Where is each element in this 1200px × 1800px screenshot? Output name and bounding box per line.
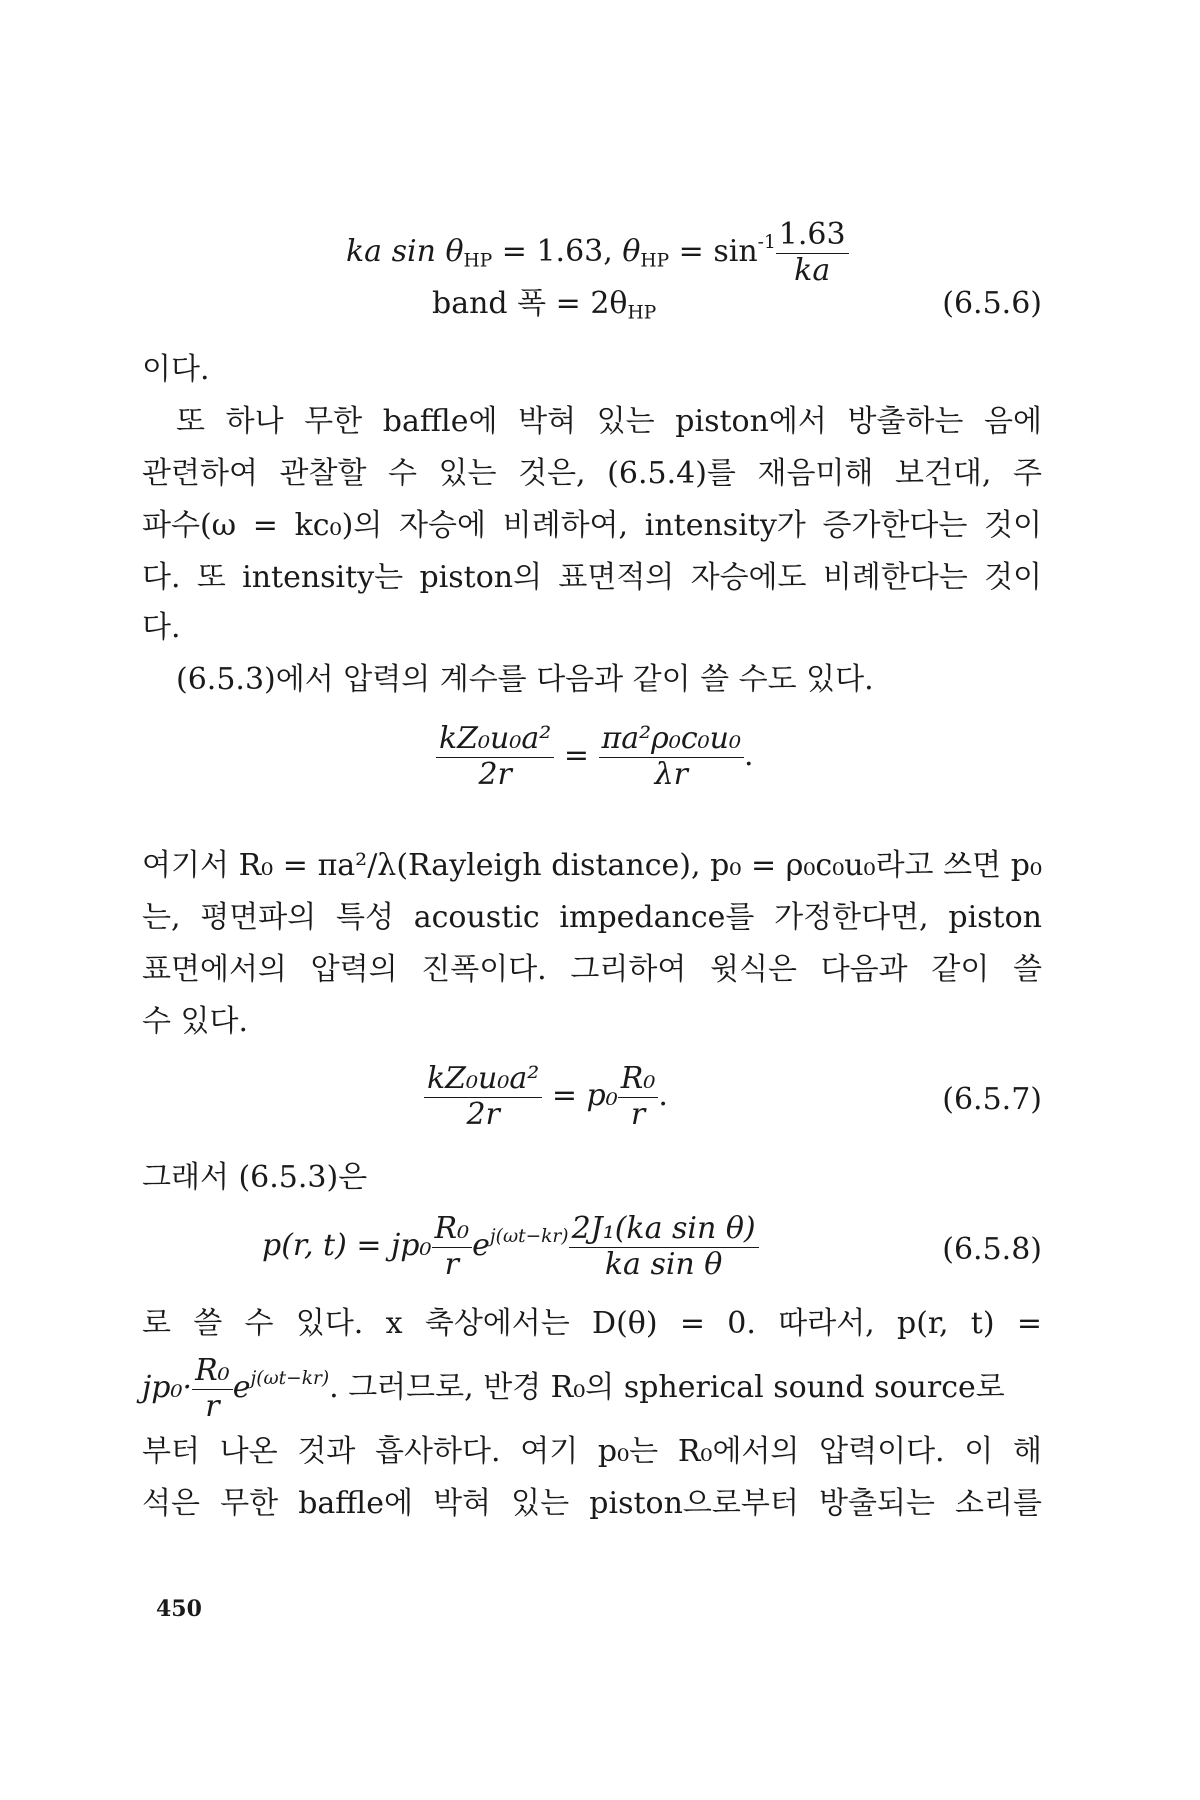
equation-beam-angle <box>346 218 849 288</box>
paragraph-line: 는, 평면파의 특성 acoustic impedance를 가정한다면, piston <box>142 900 1042 935</box>
paragraph-line: 관련하여 관찰할 수 있는 것은, (6.5.4)를 재음미해 보건대, 주 <box>142 456 1042 491</box>
equation-pressure-coefficient <box>436 722 754 792</box>
text-line: 이다. <box>142 352 210 387</box>
fraction-numerator: 2J₁(ka sin θ) <box>569 1212 759 1248</box>
eq-fraction <box>569 1212 759 1282</box>
fraction-denominator: ka <box>794 252 831 288</box>
eq-superscript: j(ωt−kr) <box>250 1367 330 1389</box>
eq-fraction <box>618 1062 659 1132</box>
eq-term: jp₀· <box>142 1370 193 1405</box>
eq-fraction <box>436 722 554 792</box>
fraction-denominator: r <box>444 1246 460 1282</box>
eq-period: . <box>658 1078 668 1113</box>
eq-term: ka sin θ <box>346 234 464 269</box>
fraction-denominator: r <box>630 1096 646 1132</box>
eq-subscript: HP <box>627 302 657 324</box>
fraction-numerator: πa²ρ₀c₀u₀ <box>599 722 744 758</box>
paragraph-line-with-fraction <box>142 1354 1042 1424</box>
fraction-numerator: kZ₀u₀a² <box>436 722 554 758</box>
fraction-denominator: 2r <box>466 1096 500 1132</box>
eq-fraction <box>776 218 849 288</box>
equation-number: (6.5.7) <box>942 1082 1042 1117</box>
fraction-numerator: R₀ <box>192 1354 233 1390</box>
eq-term: = sin <box>669 234 758 269</box>
paragraph-line: 석은 무한 baffle에 박혀 있는 piston으로부터 방출되는 소리를 <box>142 1486 1042 1521</box>
fraction-numerator: 1.63 <box>776 218 849 254</box>
eq-fraction <box>192 1354 233 1424</box>
eq-term: e <box>232 1370 251 1405</box>
text-run: . 그러므로, 반경 R₀의 spherical sound source로 <box>329 1370 1005 1405</box>
paragraph-line: 표면에서의 압력의 진폭이다. 그리하여 윗식은 다음과 같이 쓸 <box>142 952 1042 987</box>
paragraph-line: 여기서 R₀ = πa²/λ(Rayleigh distance), p₀ = ρ₀c₀u₀라고 쓰면 p₀ <box>142 848 1042 883</box>
paragraph-line: 부터 나온 것과 흡사하다. 여기 p₀는 R₀에서의 압력이다. 이 해 <box>142 1434 1042 1469</box>
eq-fraction <box>432 1212 473 1282</box>
fraction-denominator: 2r <box>478 756 512 792</box>
eq-term: band 폭 = 2θ <box>432 286 628 321</box>
eq-subscript: HP <box>463 250 493 272</box>
paragraph-line: 수 있다. <box>142 1004 249 1039</box>
equation-bandwidth <box>432 286 656 332</box>
eq-superscript: j(ωt−kr) <box>489 1225 569 1247</box>
paragraph-line: 다. 또 intensity는 piston의 표면적의 자승에도 비례한다는 것이 <box>142 560 1042 595</box>
paragraph-line: (6.5.3)에서 압력의 계수를 다음과 같이 쓸 수도 있다. <box>176 662 874 697</box>
eq-subscript: HP <box>640 250 670 272</box>
eq-term: = 1.63, <box>492 234 623 269</box>
eq-term: θ <box>622 234 641 269</box>
eq-term: e <box>472 1228 490 1263</box>
paragraph-line: 또 하나 무한 baffle에 박혀 있는 piston에서 방출하는 음에 <box>176 404 1042 439</box>
eq-fraction <box>599 722 744 792</box>
eq-fraction <box>424 1062 542 1132</box>
fraction-denominator: λr <box>654 756 688 792</box>
eq-term: p(r, t) = jp₀ <box>262 1228 432 1263</box>
fraction-denominator: r <box>205 1388 220 1424</box>
paragraph-line: 다. <box>142 610 181 645</box>
fraction-numerator: R₀ <box>432 1212 473 1248</box>
equation-pressure-rayleigh <box>424 1062 668 1132</box>
fraction-numerator: R₀ <box>618 1062 659 1098</box>
eq-equals: = <box>563 738 599 773</box>
paragraph-line: 로 쓸 수 있다. x 축상에서는 D(θ) = 0. 따라서, p(r, t) = <box>142 1306 1042 1341</box>
eq-period: . <box>744 738 754 773</box>
fraction-numerator: kZ₀u₀a² <box>424 1062 542 1098</box>
equation-pressure-field <box>262 1212 759 1282</box>
equation-number: (6.5.8) <box>942 1232 1042 1267</box>
eq-equals: = <box>551 1078 587 1113</box>
page-number: 450 <box>156 1596 202 1622</box>
fraction-denominator: ka sin θ <box>604 1246 723 1282</box>
eq-superscript: -1 <box>757 231 776 253</box>
paragraph-line: 파수(ω = kc₀)의 자승에 비례하여, intensity가 증가한다는 것이 <box>142 508 1042 543</box>
eq-term: p₀ <box>586 1078 618 1113</box>
paragraph-line: 그래서 (6.5.3)은 <box>142 1160 368 1195</box>
equation-number: (6.5.6) <box>942 286 1042 321</box>
